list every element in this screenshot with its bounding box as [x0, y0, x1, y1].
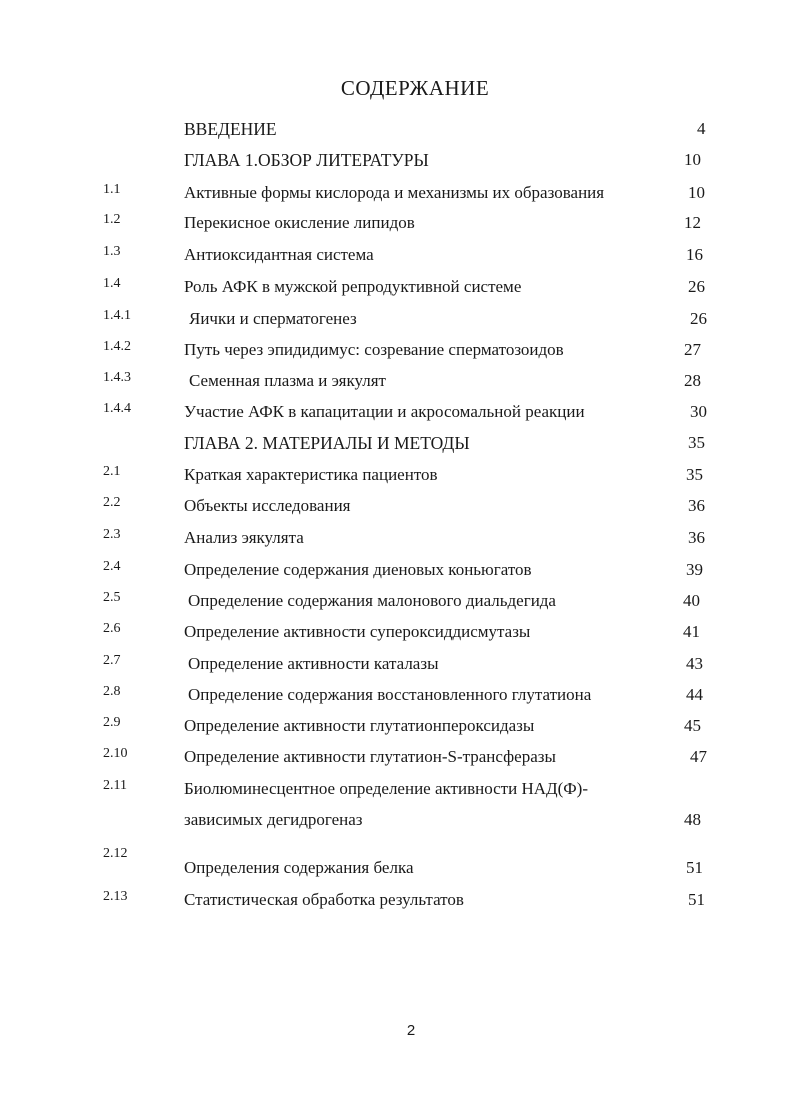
toc-entry-page: 36: [688, 496, 705, 515]
toc-entry-2-12: [0, 857, 797, 885]
toc-entry-chapter-2: [0, 432, 797, 460]
page-number: 2: [406, 1022, 416, 1039]
toc-entry-number: 2.1: [103, 464, 121, 479]
toc-entry-chapter-1: [0, 149, 797, 177]
toc-entry-page: 48: [684, 810, 701, 829]
toc-entry-text: Определение активности глутатион-S-трансферазы: [184, 747, 556, 766]
toc-entry-text: Определение активности супероксиддисмутазы: [184, 622, 531, 641]
toc-entry-page: 12: [684, 213, 701, 232]
toc-entry-text: ГЛАВА 2. МАТЕРИАЛЫ И МЕТОДЫ: [184, 433, 470, 453]
toc-entry-number: 1.4.4: [103, 401, 131, 416]
toc-entry-text: Яички и сперматогенез: [189, 309, 357, 328]
toc-entry-page: 10: [688, 183, 705, 202]
toc-entry-1-4-1: [0, 308, 797, 336]
toc-entry-number: 1.4.1: [103, 308, 131, 323]
toc-entry-text: Краткая характеристика пациентов: [184, 465, 438, 484]
toc-entry-number: 2.4: [103, 559, 121, 574]
toc-entry-page: 35: [688, 433, 705, 452]
toc-entry-2-11: [0, 778, 797, 806]
toc-entry-2-5: [0, 590, 797, 618]
toc-entry-text: Перекисное окисление липидов: [184, 213, 415, 232]
toc-entry-1-2: [0, 212, 797, 240]
toc-entry-number: 2.9: [103, 715, 121, 730]
toc-entry-2-4: [0, 559, 797, 587]
page-title: СОДЕРЖАНИЕ: [340, 76, 490, 100]
toc-entry-text: Определение содержания восстановленного глутатиона: [188, 685, 592, 704]
toc-entry-page: 16: [686, 245, 703, 264]
toc-entry-2-1: [0, 464, 797, 492]
toc-entry-page: 51: [686, 858, 703, 877]
toc-entry-1-4-4: [0, 401, 797, 429]
toc-entry-number: 1.2: [103, 212, 121, 227]
toc-entry-number: 1.4: [103, 276, 121, 291]
toc-entry-2-10: [0, 746, 797, 774]
toc-entry-2-7: [0, 653, 797, 681]
toc-entry-text: Анализ эякулята: [184, 528, 304, 547]
toc-entry-page: 4: [697, 119, 706, 138]
toc-entry-text: Объекты исследования: [184, 496, 351, 515]
toc-entry-page: 35: [686, 465, 703, 484]
toc-entry-page: 40: [683, 591, 700, 610]
toc-entry-page: 44: [686, 685, 703, 704]
toc-entry-number: 1.3: [103, 244, 121, 259]
toc-entry-2-11-continued: [0, 809, 797, 837]
toc-entry-text: Биолюминесцентное определение активности НАД(Ф)-: [184, 779, 589, 798]
toc-entry-page: 47: [690, 747, 707, 766]
toc-entry-2-3: [0, 527, 797, 555]
toc-entry-1-4-3: [0, 370, 797, 398]
toc-entry-page: 27: [684, 340, 701, 359]
toc-entry-page: 39: [686, 560, 703, 579]
toc-entry-text: Определение активности глутатионпероксидазы: [184, 716, 535, 735]
toc-entry-number: 1.4.2: [103, 339, 131, 354]
toc-entry-2-13: [0, 889, 797, 917]
toc-entry-1-4-2: [0, 339, 797, 367]
toc-entry-number: 2.11: [103, 778, 127, 793]
toc-entry-text: Определения содержания белка: [184, 858, 414, 877]
toc-entry-text: Путь через эпидидимус: созревание сперматозоидов: [184, 340, 564, 359]
toc-entry-text: Антиоксидантная система: [184, 245, 374, 264]
toc-entry-text: зависимых дегидрогеназ: [184, 810, 363, 829]
toc-entry-2-9: [0, 715, 797, 743]
toc-entry-page: 51: [688, 890, 705, 909]
toc-entry-text: Статистическая обработка результатов: [184, 890, 464, 909]
toc-entry-text: Определение содержания диеновых коньюгатов: [184, 560, 532, 579]
toc-entry-number: 2.6: [103, 621, 121, 636]
toc-entry-1-3: [0, 244, 797, 272]
toc-entry-page: 36: [688, 528, 705, 547]
toc-entry-introduction: [0, 118, 797, 146]
toc-entry-number: 2.7: [103, 653, 121, 668]
toc-entry-2-8: [0, 684, 797, 712]
toc-entry-text: Определение активности каталазы: [188, 654, 439, 673]
toc-entry-text: Активные формы кислорода и механизмы их образования: [184, 183, 605, 202]
toc-entry-number: 2.5: [103, 590, 121, 605]
toc-entry-text: ГЛАВА 1.ОБЗОР ЛИТЕРАТУРЫ: [184, 150, 429, 170]
toc-entry-number: 1.1: [103, 182, 121, 197]
toc-entry-page: 28: [684, 371, 701, 390]
toc-entry-page: 45: [684, 716, 701, 735]
toc-entry-number: 2.12: [103, 846, 128, 861]
toc-entry-number: 2.3: [103, 527, 121, 542]
toc-entry-1-4: [0, 276, 797, 304]
toc-entry-1-1: [0, 182, 797, 210]
toc-entry-text: ВВЕДЕНИЕ: [184, 119, 277, 139]
toc-entry-text: Определение содержания малонового диальдегида: [188, 591, 556, 610]
toc-entry-2-6: [0, 621, 797, 649]
toc-entry-page: 41: [683, 622, 700, 641]
toc-entry-text: Роль АФК в мужской репродуктивной системе: [184, 277, 522, 296]
toc-entry-page: 26: [688, 277, 705, 296]
toc-entry-page: 43: [686, 654, 703, 673]
toc-entry-number: 1.4.3: [103, 370, 131, 385]
toc-entry-page: 30: [690, 402, 707, 421]
toc-entry-number: 2.13: [103, 889, 128, 904]
toc-entry-page: 10: [684, 150, 701, 169]
toc-entry-2-2: [0, 495, 797, 523]
toc-entry-text: Участие АФК в капацитации и акросомальной реакции: [184, 402, 585, 421]
toc-entry-number: 2.8: [103, 684, 121, 699]
toc-entry-number: 2.2: [103, 495, 121, 510]
toc-entry-number: 2.10: [103, 746, 128, 761]
toc-entry-page: 26: [690, 309, 707, 328]
toc-entry-text: Семенная плазма и эякулят: [189, 371, 386, 390]
